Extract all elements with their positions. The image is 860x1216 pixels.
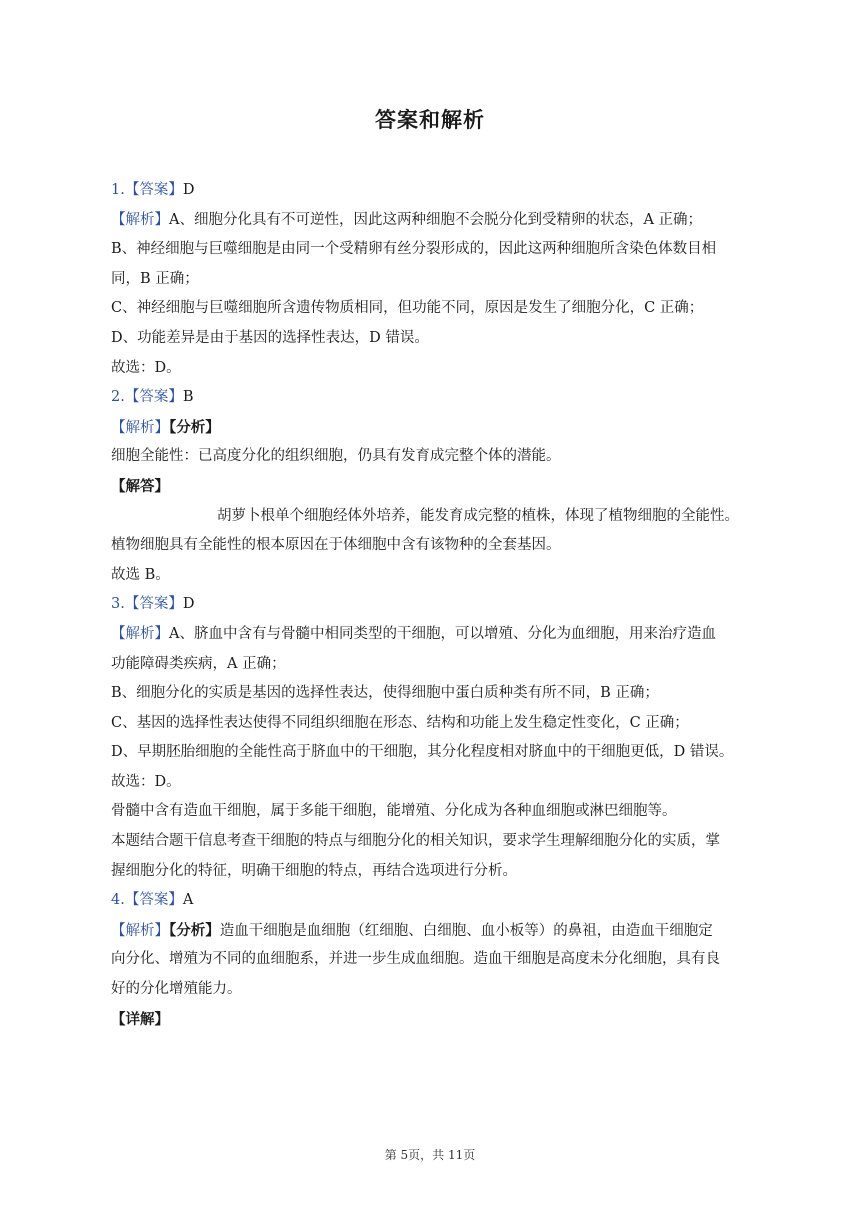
q4-xiangjie-label: 【详解】 xyxy=(111,1010,169,1028)
q2-number: 2. xyxy=(111,389,125,406)
q1-text-5: D、功能差异是由于基因的选择性表达，D 错误。 xyxy=(111,329,429,346)
q2-answer-line xyxy=(111,383,751,413)
q2-jieda-label: 【解答】 xyxy=(111,477,169,495)
q3-analysis-line xyxy=(111,620,751,650)
q3-text-7: 骨髓中含有造血干细胞，属于多能干细胞，能增殖、分化成为各种血细胞或淋巴细胞等。 xyxy=(111,803,677,820)
q3-text-8: 本题结合题干信息考查干细胞的特点与细胞分化的相关知识，要求学生理解细胞分化的实质，掌 xyxy=(111,833,720,850)
q3-text-3: B、细胞分化的实质是基因的选择性表达，使得细胞中蛋白质种类有所不同，B 正确； xyxy=(111,685,659,702)
q3-analysis-label: 【解析】 xyxy=(111,625,169,642)
q1-text-3: 同，B 正确； xyxy=(111,270,199,287)
q1-analysis-line xyxy=(111,206,751,236)
q1-text-1: A、细胞分化具有不可逆性，因此这两种细胞不会脱分化到受精卵的状态，A 正确； xyxy=(169,211,703,228)
q4-answer: A xyxy=(182,892,194,909)
q3-answer: D xyxy=(182,596,195,613)
q2-text-1: 细胞全能性：已高度分化的组织细胞，仍具有发育成完整个体的潜能。 xyxy=(111,448,561,465)
q4-answer-label: 【答案】 xyxy=(124,892,183,909)
q3-number: 3. xyxy=(111,596,125,613)
page-footer: 第 5页，共 11页 xyxy=(384,1148,476,1162)
q3-text-1: A、脐血中含有与骨髓中相同类型的干细胞，可以增殖、分化为血细胞，用来治疗造血 xyxy=(169,625,716,642)
q2-text-2: 胡萝卜根单个细胞经体外培养，能发育成完整的植株，体现了植物细胞的全能性。 xyxy=(217,507,739,524)
q3-text-2: 功能障碍类疾病，A 正确； xyxy=(111,655,286,672)
q3-text-9: 握细胞分化的特征，明确干细胞的特点，再结合选项进行分析。 xyxy=(111,862,517,879)
q3-answer-label: 【答案】 xyxy=(124,596,183,613)
q2-answer: B xyxy=(182,389,194,406)
q4-analysis-line xyxy=(111,916,751,946)
q2-analysis-line xyxy=(111,413,751,443)
q1-text-4: C、神经细胞与巨噬细胞所含遗传物质相同，但功能不同，原因是发生了细胞分化，C 正确； xyxy=(111,300,704,317)
q1-number: 1. xyxy=(111,182,125,198)
q1-answer-label: 【答案】 xyxy=(124,182,183,198)
q2-answer-label: 【答案】 xyxy=(124,389,183,406)
q4-text-3: 好的分化增殖能力。 xyxy=(111,981,242,998)
q3-text-4: C、基因的选择性表达使得不同组织细胞在形态、结构和功能上发生稳定性变化，C 正确； xyxy=(111,714,689,731)
q1-text-6: 故选：D。 xyxy=(111,359,181,376)
q3-text-6: 故选：D。 xyxy=(111,773,181,790)
q4-text-1: 造血干细胞是血细胞（红细胞、白细胞、血小板等）的鼻祖，由造血干细胞定 xyxy=(219,922,713,939)
answer-body xyxy=(111,176,751,1034)
q4-number: 4. xyxy=(111,892,125,909)
q1-text-2: B、神经细胞与巨噬细胞是由同一个受精卵有丝分裂形成的，因此这两种细胞所含染色体数目相 xyxy=(111,241,717,258)
q4-fenxi-label: 【分析】 xyxy=(169,921,220,939)
q4-analysis-label: 【解析】 xyxy=(111,922,169,939)
q4-text-2: 向分化、增殖为不同的血细胞系，并进一步生成血细胞。造血干细胞是高度未分化细胞，具有良 xyxy=(111,951,720,968)
q3-text-5: D、早期胚胎细胞的全能性高于脐血中的干细胞，其分化程度相对脐血中的干细胞更低，D 错误。 xyxy=(111,744,734,761)
q2-text-3: 植物细胞具有全能性的根本原因在于体细胞中含有该物种的全套基因。 xyxy=(111,537,561,554)
q3-answer-line xyxy=(111,590,751,620)
page-title: 答案和解析 xyxy=(375,108,485,132)
q1-analysis-label: 【解析】 xyxy=(111,211,169,228)
q2-fenxi-label: 【分析】 xyxy=(169,418,220,436)
q4-answer-line xyxy=(111,886,751,916)
q2-text-4: 故选 B。 xyxy=(111,566,170,583)
q1-answer: D xyxy=(182,182,195,198)
q1-answer-line xyxy=(111,176,751,206)
q2-analysis-label: 【解析】 xyxy=(111,419,169,436)
